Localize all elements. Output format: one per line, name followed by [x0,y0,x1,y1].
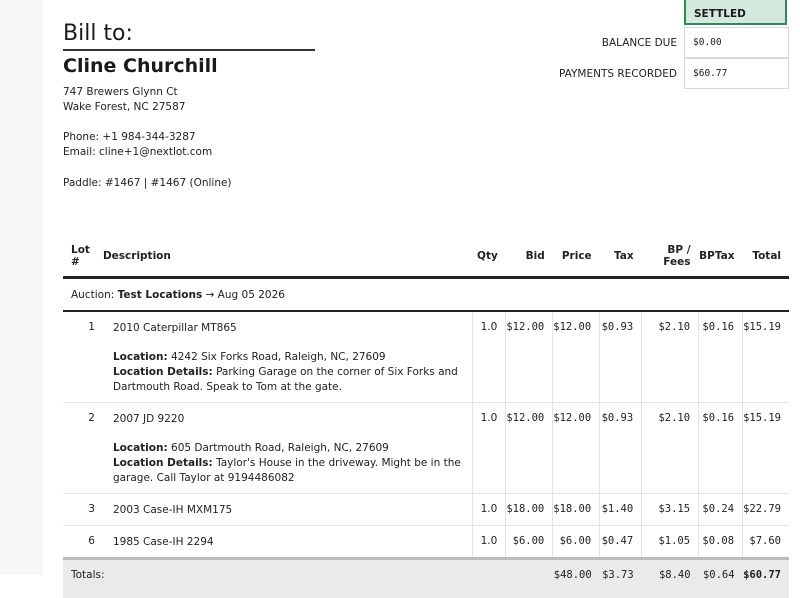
item-qty: 1.0 [473,494,506,526]
item-total: $15.19 [743,311,789,403]
payments-recorded-label: PAYMENTS RECORDED [559,68,677,80]
balance-due-label: BALANCE DUE [602,37,677,49]
totals-bptax: $0.64 [699,559,743,598]
totals-tax: $3.73 [600,559,642,598]
item-bptax: $0.16 [699,403,743,494]
lot-number: 1 [63,311,103,403]
item-price: $18.00 [553,494,600,526]
auction-prefix: Auction: [71,289,114,301]
totals-label: Totals: [63,559,473,598]
customer-phone: Phone: +1 984-344-3287 [63,131,196,143]
totals-bp-fees: $8.40 [642,559,699,598]
item-bid: $12.00 [506,403,553,494]
item-price: $12.00 [553,311,600,403]
item-bp-fees: $3.15 [642,494,699,526]
item-location: 605 Dartmouth Road, Raleigh, NC, 27609 [171,442,389,454]
table-row [63,494,789,526]
auction-row [63,278,789,312]
auction-date: → Aug 05 2026 [206,289,285,301]
item-location-details: Taylor's House in the driveway. Might be in the garage. Call Taylor at 9194486082 [113,457,461,484]
location-label: Location: [113,442,168,454]
customer-email: Email: cline+1@nextlot.com [63,146,212,158]
item-tax: $0.93 [600,311,642,403]
item-description: 2010 Caterpillar MT865 [113,321,464,336]
item-description: 1985 Case-IH 2294 [103,526,473,559]
table-row [63,403,789,494]
header-total: Total [743,236,789,278]
table-row [63,526,789,559]
lot-number: 2 [63,403,103,494]
header-price: Price [553,236,600,278]
item-tax: $1.40 [600,494,642,526]
item-total: $22.79 [743,494,789,526]
address-line-1: 747 Brewers Glynn Ct [63,86,178,98]
item-price: $12.00 [553,403,600,494]
item-bid: $18.00 [506,494,553,526]
lot-number: 3 [63,494,103,526]
totals-row [63,559,789,598]
location-details-label: Location Details: [113,457,213,469]
item-bp-fees: $2.10 [642,403,699,494]
header-tax: Tax [600,236,642,278]
item-qty: 1.0 [473,526,506,559]
item-description: 2007 JD 9220 [113,412,464,427]
bill-to-heading: Bill to: [63,20,315,51]
location-details-label: Location Details: [113,366,213,378]
header-bp-fees: BP / Fees [642,236,699,278]
payments-recorded-value: $60.77 [684,58,789,89]
item-location: 4242 Six Forks Road, Raleigh, NC, 27609 [171,351,386,363]
item-bp-fees: $1.05 [642,526,699,559]
item-location-details: Parking Garage on the corner of Six Forks and Dartmouth Road. Speak to Tom at the gate. [113,366,458,393]
totals-price: $48.00 [553,559,600,598]
item-tax: $0.93 [600,403,642,494]
item-price: $6.00 [553,526,600,559]
status-badge: SETTLED [684,0,787,25]
item-total: $15.19 [743,403,789,494]
totals-total: $60.77 [743,559,789,598]
location-label: Location: [113,351,168,363]
address-line-2: Wake Forest, NC 27587 [63,101,185,113]
lot-number: 6 [63,526,103,559]
item-tax: $0.47 [600,526,642,559]
item-bptax: $0.08 [699,526,743,559]
item-qty: 1.0 [473,403,506,494]
item-bp-fees: $2.10 [642,311,699,403]
item-qty: 1.0 [473,311,506,403]
header-lot: Lot # [63,236,103,278]
item-bid: $6.00 [506,526,553,559]
item-bid: $12.00 [506,311,553,403]
item-description: 2003 Case-IH MXM175 [103,494,473,526]
header-bptax: BPTax [699,236,743,278]
table-header-row [63,236,789,278]
invoice-items-table [63,236,789,598]
left-gutter [0,0,42,575]
table-row [63,311,789,403]
auction-name: Test Locations [118,289,203,301]
header-description: Description [103,236,473,278]
item-bptax: $0.24 [699,494,743,526]
header-bid: Bid [506,236,553,278]
customer-name: Cline Churchill [63,55,218,77]
item-total: $7.60 [743,526,789,559]
balance-due-value: $0.00 [684,27,789,58]
item-bptax: $0.16 [699,311,743,403]
paddle-number: Paddle: #1467 | #1467 (Online) [63,177,232,189]
header-qty: Qty [473,236,506,278]
